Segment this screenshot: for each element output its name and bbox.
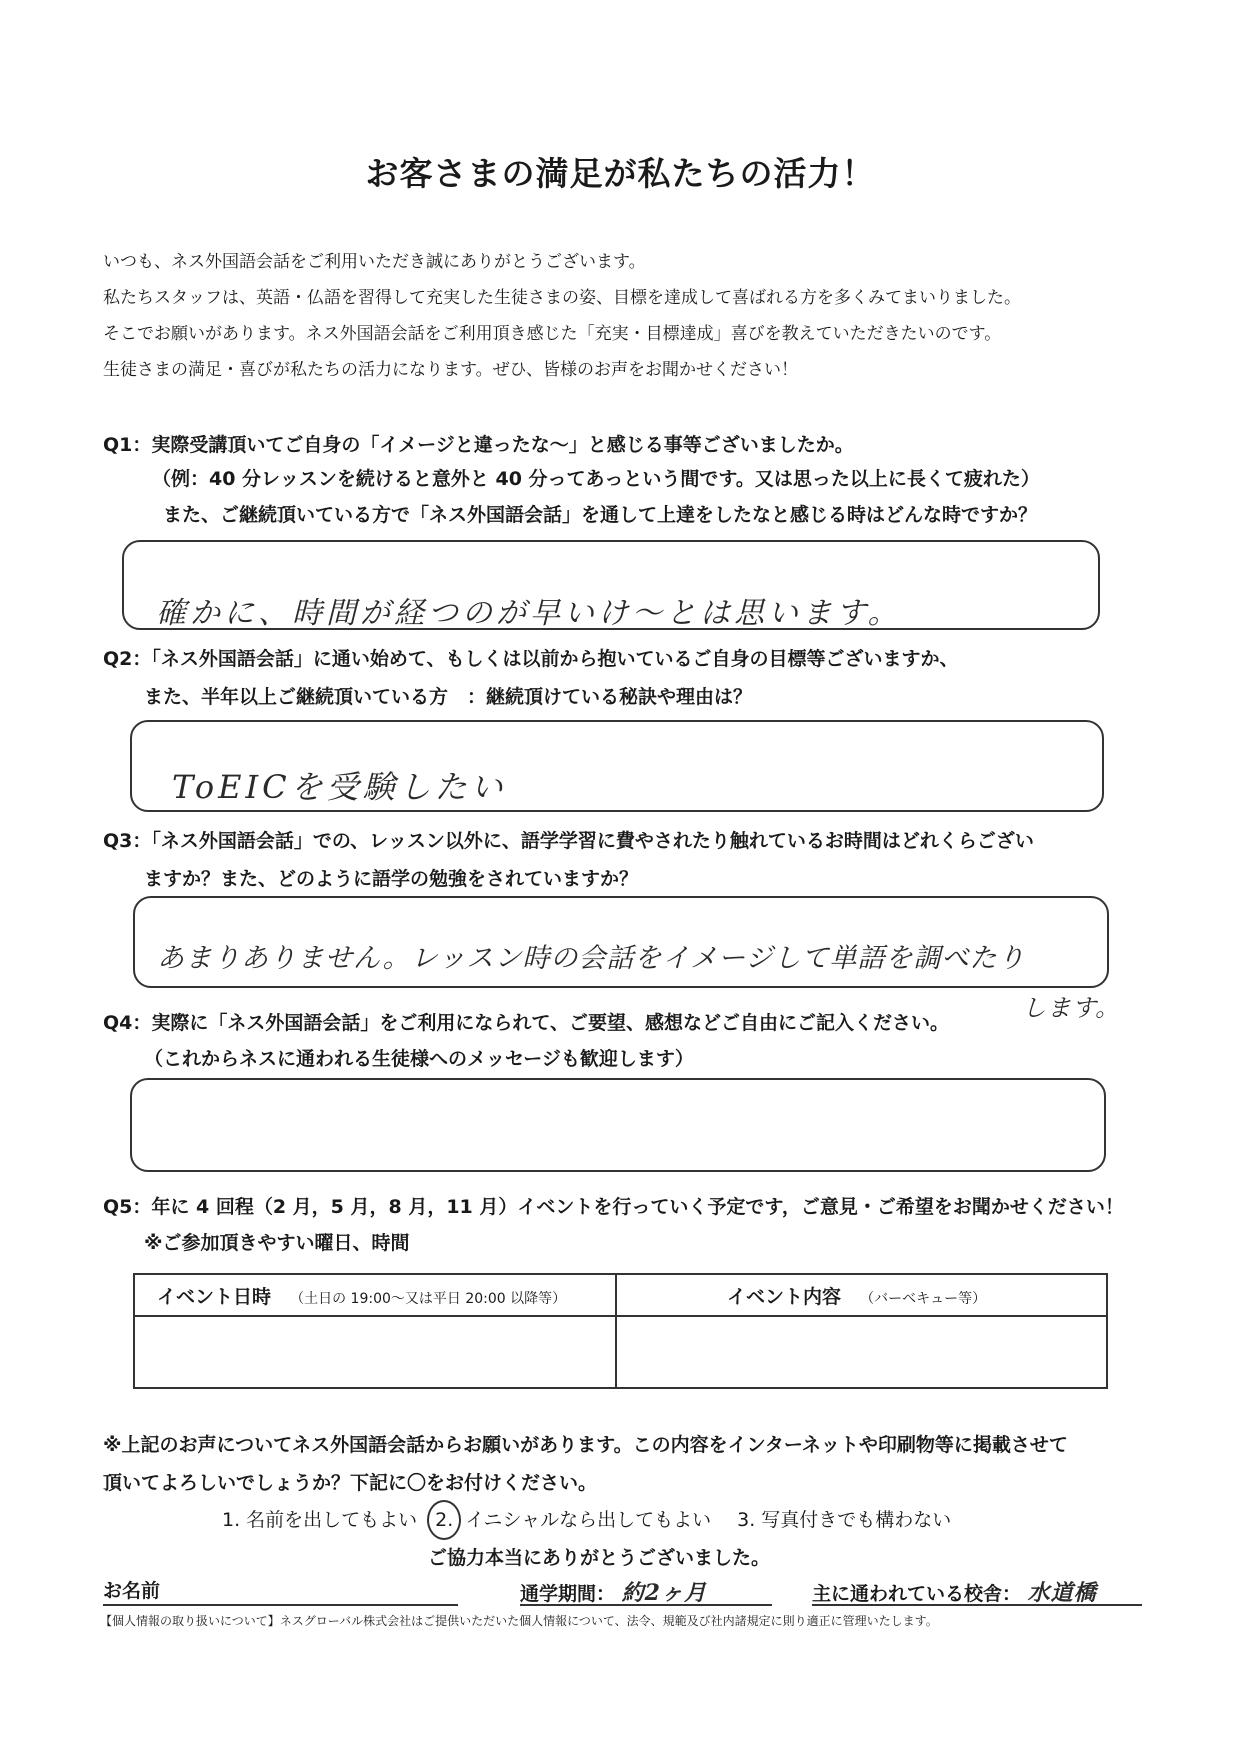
q3-answer-text: あまりありません。レッスン時の会話をイメージして単語を調べたり	[157, 943, 1026, 974]
consent-option-1[interactable]: 1. 名前を出してもよい	[222, 1509, 418, 1531]
period-value: 約2ヶ月	[621, 1580, 707, 1606]
event-date-cell[interactable]	[134, 1316, 616, 1388]
event-date-header	[134, 1274, 616, 1316]
school-field[interactable]	[812, 1576, 1142, 1606]
q2-question: Q2：「ネス外国語会話」に通い始めて、もしくは以前から抱いているご自身の目標等ございますか、	[103, 648, 959, 670]
name-label: お名前	[103, 1580, 161, 1602]
q1-answer-text: 確かに、時間が経つのが早いけ～とは思います。	[156, 596, 902, 631]
q2-question-continued: また、半年以上ご継続頂いている方 ：継続頂けている秘訣や理由は？	[144, 686, 753, 708]
page-title: お客さまの満足が私たちの活力！	[365, 154, 876, 193]
period-label: 通学期間：	[520, 1583, 616, 1605]
intro-line-3: そこでお願いがあります。ネス外国語会話をご利用頂き感じた「充実・目標達成」喜びを教えていただきたいのです。	[103, 324, 1002, 344]
consent-option-3[interactable]: 3. 写真付きでも構わない	[737, 1509, 952, 1531]
q3-question: Q3：「ネス外国語会話」での、レッスン以外に、語学学習に費やされたり触れているお時間はどれくらござい	[103, 830, 1034, 852]
thanks-message: ご協力本当にありがとうございました。	[428, 1547, 771, 1569]
event-content-hint: （バーベキュー等）	[860, 1290, 987, 1307]
q4-question: Q4：実際に「ネス外国語会話」をご利用になられて、ご要望、感想などご自由にご記入ください。	[103, 1012, 949, 1034]
q4-answer-box[interactable]	[130, 1078, 1106, 1172]
event-table	[133, 1273, 1108, 1389]
q2-answer-box[interactable]	[130, 720, 1104, 812]
school-value: 水道橋	[1027, 1580, 1097, 1606]
q1-answer-box[interactable]	[122, 540, 1100, 630]
q4-question-continued: （これからネスに通われる生徒様へのメッセージも歓迎します）	[144, 1048, 694, 1070]
event-table-header-row	[134, 1274, 1107, 1316]
q3-question-continued: ますか？また、どのように語学の勉強をされていますか？	[144, 868, 639, 890]
consent-option-2-circled[interactable]: 2.	[427, 1500, 461, 1540]
intro-line-4: 生徒さまの満足・喜びが私たちの活力になります。ぜひ、皆様のお声をお聞かせください！	[103, 360, 798, 380]
q1-question: Q1：実際受講頂いてご自身の「イメージと違ったな～」と感じる事等ございましたか。	[103, 434, 854, 456]
q1-question-continued: また、ご継続頂いている方で「ネス外国語会話」を通して上達をしたなと感じる時はどんな時ですか？	[163, 504, 1038, 526]
consent-option-2[interactable]: イニシャルなら出してもよい	[465, 1509, 712, 1531]
q3-answer-box[interactable]	[133, 896, 1109, 988]
event-content-header	[616, 1274, 1107, 1316]
intro-line-2: 私たちスタッフは、英語・仏語を習得して充実した生徒さまの姿、目標を達成して喜ばれる方を多くみてまいりました。	[103, 288, 1021, 308]
q5-question-continued: ※ご参加頂きやすい曜日、時間	[144, 1232, 410, 1254]
period-field[interactable]	[520, 1576, 772, 1606]
name-field[interactable]	[103, 1576, 458, 1606]
q2-answer-text: ToEICを受験したい	[172, 768, 507, 806]
event-content-cell[interactable]	[616, 1316, 1107, 1388]
consent-request: ※上記のお声についてネス外国語会話からお願いがあります。この内容をインターネットや印刷物等に掲載させて	[103, 1434, 1068, 1456]
q3-answer-text-continued: します。	[1022, 994, 1121, 1022]
q1-example: （例：40 分レッスンを続けると意外と 40 分ってあっという間です。又は思った以上に長くて疲れた）	[152, 468, 1040, 490]
school-label: 主に通われている校舎：	[812, 1583, 1022, 1605]
q5-question: Q5：年に 4 回程（2 月，5 月，8 月，11 月）イベントを行っていく予定です，ご意見・ご希望をお聞かせください！	[103, 1196, 1124, 1218]
event-table-body-row	[134, 1316, 1107, 1388]
intro-line-1: いつも、ネス外国語会話をご利用いただき誠にありがとうございます。	[103, 252, 646, 272]
event-content-title: イベント内容	[727, 1285, 842, 1308]
consent-instruction: 頂いてよろしいでしょうか？下記に〇をお付けください。	[103, 1472, 598, 1494]
event-date-hint: （土日の 19:00～又は平日 20:00 以降等）	[290, 1290, 567, 1307]
event-date-title: イベント日時	[157, 1285, 272, 1308]
privacy-notice: 【個人情報の取り扱いについて】ネスグローバル株式会社はご提供いただいた個人情報について、法令、規範及び社内諸規定に則り適正に管理いたします。	[100, 1614, 938, 1628]
consent-options	[222, 1500, 951, 1540]
